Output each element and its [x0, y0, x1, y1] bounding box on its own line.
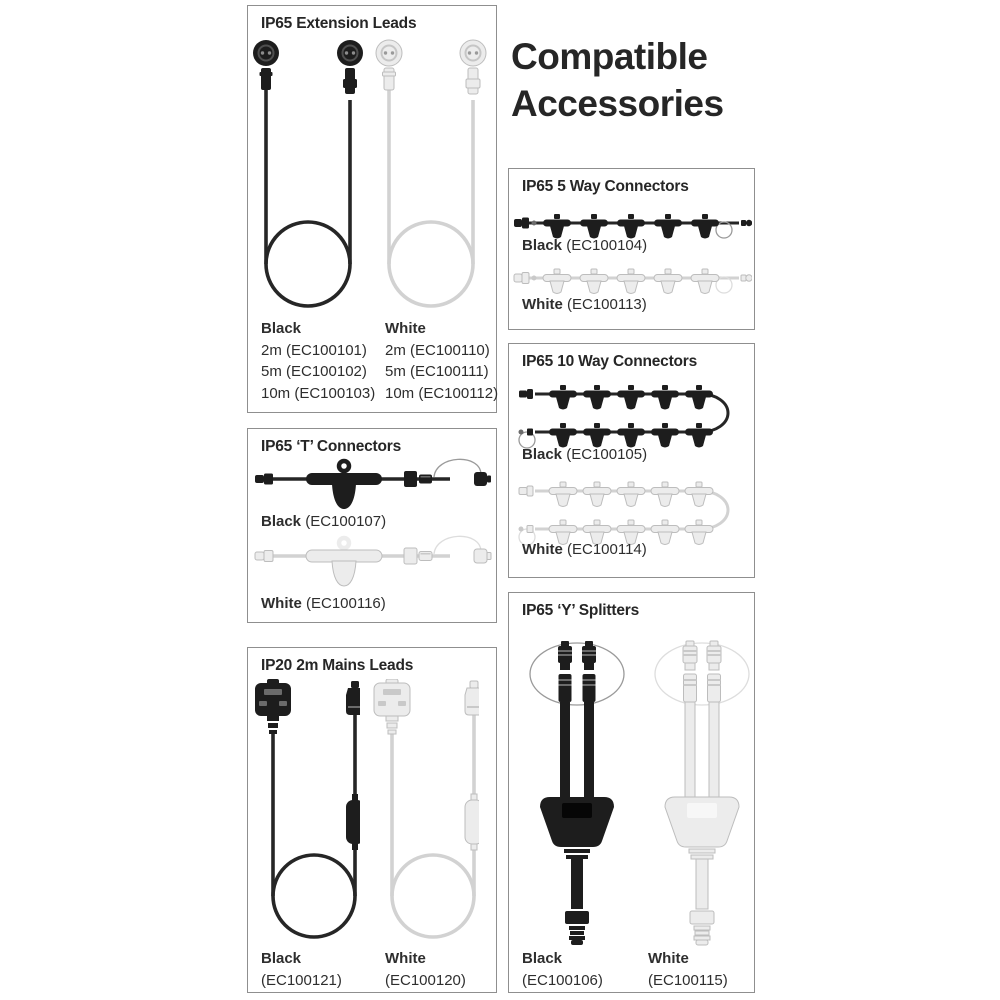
variant-label: Black — [261, 320, 302, 337]
panel-title: IP65 ‘T’ Connectors — [261, 438, 402, 455]
sku-code: (EC100120) — [385, 971, 466, 989]
mains-white-column — [385, 948, 466, 991]
variant-label: Black — [522, 950, 563, 967]
five-way-connectors-panel — [508, 168, 755, 330]
sku-code: (EC100104) — [566, 237, 648, 254]
variant-label: Black — [522, 446, 563, 463]
panel-title: IP65 Extension Leads — [261, 15, 417, 32]
panel-title: IP20 2m Mains Leads — [261, 657, 414, 674]
sku-line: 5m (EC100111) — [385, 363, 489, 380]
variant-label: White — [385, 950, 426, 967]
variant-label: White — [648, 950, 689, 967]
page-title-line2: Accessories — [511, 83, 724, 124]
ten-way-connectors-panel — [508, 343, 755, 578]
extension-leads-panel — [247, 5, 497, 413]
sku-line: 2m (EC100110) — [385, 341, 490, 359]
y-splitter-black-column — [522, 948, 603, 991]
variant-label: Black — [261, 950, 302, 967]
sku-line: 2m (EC100101) — [261, 341, 367, 359]
mains-black-column — [261, 948, 342, 991]
ten-way-black-graphic — [513, 378, 752, 454]
variant-label: White — [522, 541, 563, 558]
sku-code: (EC100113) — [567, 296, 647, 313]
variant-label: White — [261, 595, 302, 612]
extension-white-column — [385, 318, 498, 404]
sku-line — [522, 446, 647, 463]
t-connector-white-graphic — [254, 530, 492, 596]
sku-line — [522, 296, 647, 313]
variant-label: White — [522, 296, 563, 313]
y-splitter-black-graphic — [522, 634, 632, 946]
extension-black-column — [261, 318, 375, 404]
sku-line — [261, 513, 386, 530]
y-splitter-white-column — [648, 948, 728, 991]
variant-label: White — [385, 320, 426, 337]
sku-code: (EC100105) — [566, 446, 648, 463]
page-title — [511, 33, 724, 127]
page-title-line1: Compatible — [511, 36, 708, 77]
t-connectors-panel — [247, 428, 497, 623]
y-splitter-white-graphic — [647, 634, 757, 946]
sku-line — [261, 595, 386, 612]
y-splitters-panel — [508, 592, 755, 993]
sku-line: 10m (EC100112) — [385, 384, 499, 402]
variant-label: Black — [522, 237, 563, 254]
ten-way-white-graphic — [513, 475, 752, 551]
sku-line — [522, 541, 647, 558]
t-connector-black-graphic — [254, 453, 492, 519]
sku-code: (EC100116) — [306, 595, 386, 612]
sku-code: (EC100114) — [567, 541, 647, 558]
sku-line — [522, 237, 647, 254]
sku-code: (EC100106) — [522, 971, 603, 989]
sku-line: 5m (EC100102) — [261, 363, 367, 380]
extension-lead-white-graphic — [375, 38, 487, 308]
variant-label: Black — [261, 513, 302, 530]
extension-lead-black-graphic — [252, 38, 364, 308]
mains-lead-white-graphic — [367, 679, 479, 944]
sku-code: (EC100107) — [305, 513, 387, 530]
sku-line: 10m (EC100103) — [261, 384, 376, 402]
panel-title: IP65 5 Way Connectors — [522, 178, 689, 195]
sku-code: (EC100115) — [648, 971, 728, 989]
sku-code: (EC100121) — [261, 971, 342, 989]
mains-leads-panel — [247, 647, 497, 993]
panel-title: IP65 ‘Y’ Splitters — [522, 602, 640, 619]
mains-lead-black-graphic — [248, 679, 360, 944]
panel-title: IP65 10 Way Connectors — [522, 353, 698, 370]
